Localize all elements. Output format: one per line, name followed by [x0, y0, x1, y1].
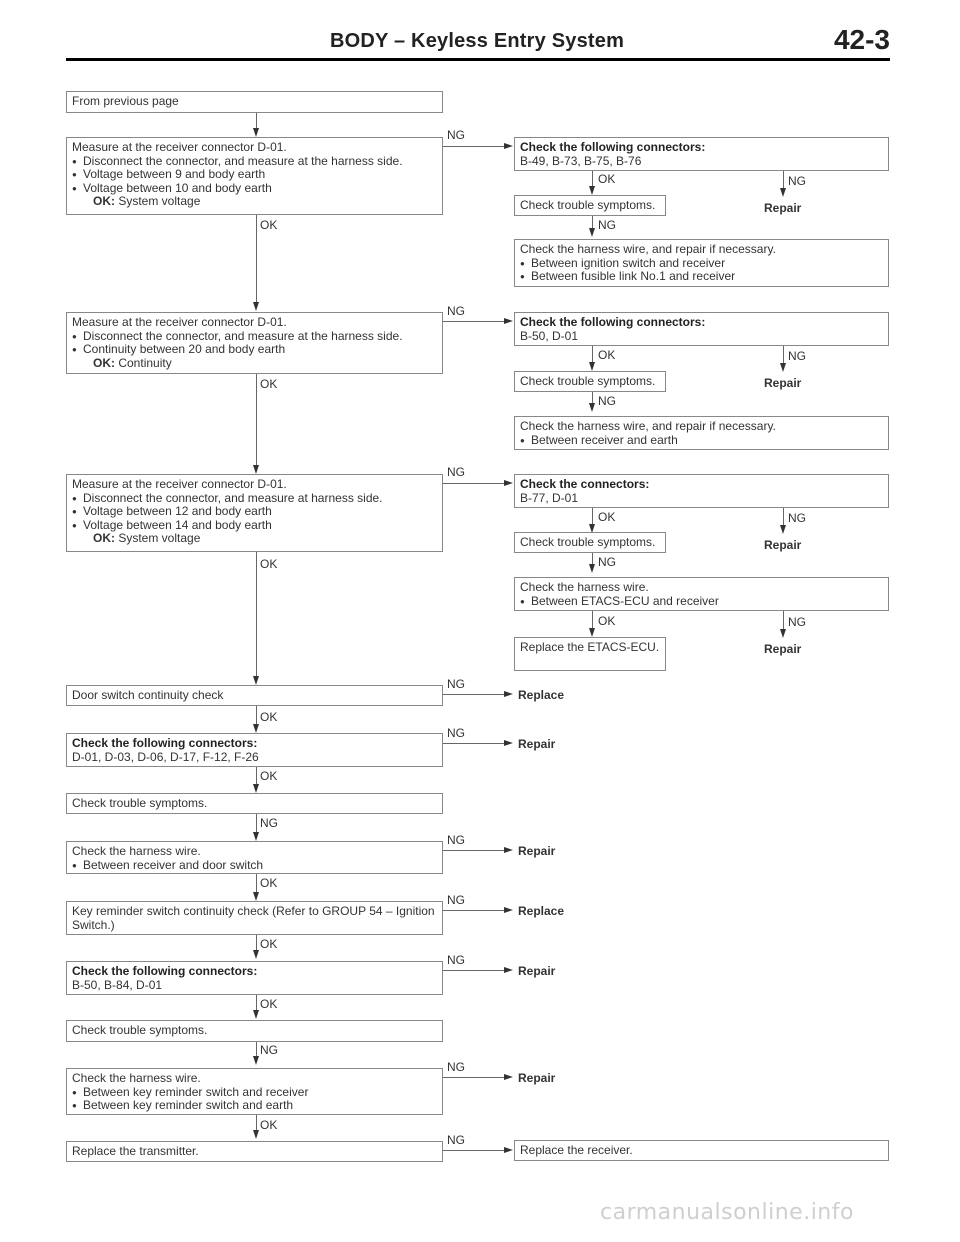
flow-line	[256, 552, 257, 679]
bullet-item: ● Between key reminder switch and receiver	[72, 1086, 437, 1100]
ok-label: OK	[598, 172, 616, 186]
trouble-symptom-check-2	[514, 371, 666, 392]
bullet-item: ● Continuity between 20 and body earth	[72, 343, 437, 357]
step-text: Replace the receiver.	[520, 1143, 633, 1157]
arrow-right	[504, 1074, 513, 1080]
bullet-item: ● Voltage between 12 and body earth	[72, 505, 437, 519]
ok-value: System voltage	[118, 531, 201, 545]
repair-result: Repair	[518, 1071, 556, 1085]
bullet-item: ● Between ETACS-ECU and receiver	[520, 595, 883, 609]
ok-label: OK	[260, 710, 278, 724]
harness-check-5	[66, 1068, 443, 1115]
ng-branch-line	[443, 1077, 505, 1078]
arrow-down	[589, 186, 595, 195]
arrow-down	[253, 950, 259, 959]
step-title: Check the following connectors:	[72, 736, 258, 750]
connector-check-4	[66, 733, 443, 767]
ok-label: OK	[260, 377, 278, 391]
step-text: From previous page	[72, 94, 179, 108]
replace-result: Replace	[518, 904, 565, 918]
arrow-down	[780, 363, 786, 372]
ng-label: NG	[447, 893, 465, 907]
flow-line	[256, 374, 257, 468]
ok-label: OK	[598, 510, 616, 524]
ng-label: NG	[260, 816, 278, 830]
ng-branch-line	[443, 970, 505, 971]
arrow-down	[589, 362, 595, 371]
bullet-item: ● Between receiver and earth	[520, 434, 883, 448]
ok-prefix: OK:	[93, 194, 115, 208]
ng-label: NG	[447, 304, 465, 318]
ng-label: NG	[260, 1043, 278, 1057]
key-reminder-check-box	[66, 901, 443, 935]
ok-label: OK	[260, 1118, 278, 1132]
bullet-item: ● Voltage between 10 and body earth	[72, 182, 437, 196]
arrow-down	[253, 465, 259, 474]
page-number: 42-3	[833, 24, 890, 55]
step-text: Door switch continuity check	[72, 688, 224, 702]
ng-label: NG	[447, 677, 465, 691]
arrow-right	[504, 1147, 513, 1153]
step-text: Check trouble symptoms.	[520, 198, 656, 212]
bullet-item: ● Between key reminder switch and earth	[72, 1099, 437, 1113]
ng-label: NG	[598, 218, 616, 232]
ng-label: NG	[447, 1060, 465, 1074]
repair-result: Repair	[518, 844, 556, 858]
replace-result: Replace	[518, 688, 565, 702]
ok-value: Continuity	[118, 355, 172, 370]
flow-line	[256, 215, 257, 305]
step-text: Check trouble symptoms.	[72, 796, 208, 810]
replace-etacs-box	[514, 637, 666, 671]
ok-label: OK	[260, 218, 278, 232]
repair-result: Repair	[764, 538, 802, 552]
ng-label: NG	[447, 726, 465, 740]
arrow-down	[589, 628, 595, 637]
ng-label: NG	[788, 174, 806, 188]
arrow-right	[504, 318, 513, 324]
bullet-item: ● Between fusible link No.1 and receiver	[520, 270, 883, 284]
connector-list: D-01, D-03, D-06, D-17, F-12, F-26	[72, 749, 259, 764]
ok-label: OK	[260, 876, 278, 890]
trouble-symptom-check-1	[514, 195, 666, 216]
step-text: Check trouble symptoms.	[520, 374, 656, 388]
step-title: Measure at the receiver connector D-01.	[72, 315, 287, 329]
harness-check-4	[66, 841, 443, 874]
bullet-item: ● Voltage between 14 and body earth	[72, 519, 437, 533]
flow-line	[256, 874, 257, 894]
ng-label: NG	[447, 1133, 465, 1147]
bullet-item: ● Between ignition switch and receiver	[520, 257, 883, 271]
arrow-right	[504, 967, 513, 973]
connector-list: B-50, D-01	[520, 328, 579, 343]
arrow-right	[504, 847, 513, 853]
ng-label: NG	[598, 555, 616, 569]
bullet-item: ● Disconnect the connector, and measure at the harness side.	[72, 155, 437, 169]
arrow-down	[253, 724, 259, 733]
trouble-symptom-check-4	[66, 793, 443, 814]
harness-check-2	[514, 416, 889, 450]
repair-result: Repair	[764, 642, 802, 656]
repair-result: Repair	[764, 376, 802, 390]
door-switch-check-box	[66, 685, 443, 706]
connector-check-3	[514, 474, 889, 508]
ok-prefix: OK:	[93, 355, 115, 370]
arrow-right	[504, 740, 513, 746]
repair-result: Repair	[518, 737, 556, 751]
measure-step-2	[66, 312, 443, 374]
header-rule	[66, 58, 890, 61]
flow-line	[256, 814, 257, 834]
arrow-down	[253, 302, 259, 311]
step-title: Check the harness wire, and repair if necessary.	[520, 419, 776, 433]
arrow-down	[253, 892, 259, 901]
step-text: Check trouble symptoms.	[520, 535, 656, 549]
step-title: Check the harness wire, and repair if necessary.	[520, 242, 776, 256]
measure-step-3	[66, 474, 443, 552]
arrow-down	[780, 525, 786, 534]
replace-transmitter-box	[66, 1141, 443, 1162]
step-text: Check trouble symptoms.	[72, 1023, 208, 1037]
ng-label: NG	[447, 953, 465, 967]
arrow-down	[253, 676, 259, 685]
ok-label: OK	[598, 614, 616, 628]
repair-result: Repair	[518, 964, 556, 978]
ok-label: OK	[260, 997, 278, 1011]
replace-receiver-box	[514, 1140, 889, 1161]
ng-branch-line	[443, 850, 505, 851]
arrow-down	[253, 832, 259, 841]
step-title: Check the following connectors:	[520, 140, 706, 154]
step-text: Key reminder switch continuity check (Refer to GROUP 54 – Ignition Switch.)	[72, 904, 435, 932]
step-title: Check the harness wire.	[520, 580, 649, 594]
arrow-down	[780, 188, 786, 197]
ng-label: NG	[447, 465, 465, 479]
page-title: BODY – Keyless Entry System	[330, 30, 625, 52]
arrow-down	[253, 1056, 259, 1065]
harness-check-3	[514, 577, 889, 611]
bullet-item: ● Disconnect the connector, and measure at harness side.	[72, 492, 437, 506]
connector-list: B-77, D-01	[520, 490, 579, 505]
arrow-down	[253, 1010, 259, 1019]
step-title: Check the following connectors:	[520, 315, 706, 329]
ng-branch-line	[443, 146, 505, 147]
ng-label: NG	[447, 833, 465, 847]
step-title: Check the following connectors:	[72, 964, 258, 978]
arrow-right	[504, 480, 513, 486]
harness-check-1	[514, 239, 889, 287]
ok-value: System voltage	[118, 194, 201, 208]
ng-label: NG	[598, 394, 616, 408]
step-title: Measure at the receiver connector D-01.	[72, 477, 287, 491]
arrow-down	[253, 128, 259, 137]
ng-branch-line	[443, 321, 505, 322]
watermark: carmanualsonline.info	[600, 1200, 854, 1225]
trouble-symptom-check-3	[514, 532, 666, 553]
step-text: Replace the transmitter.	[72, 1144, 199, 1158]
ng-branch-line	[443, 483, 505, 484]
page-header	[0, 22, 960, 62]
bullet-item: ● Disconnect the connector, and measure at the harness side.	[72, 330, 437, 344]
ng-branch-line	[443, 694, 505, 695]
arrow-down	[589, 403, 595, 412]
arrow-down	[253, 784, 259, 793]
connector-list: B-50, B-84, D-01	[72, 977, 163, 992]
arrow-down	[253, 1130, 259, 1139]
ng-branch-line	[443, 1150, 505, 1151]
step-title: Check the harness wire.	[72, 844, 201, 858]
ng-branch-line	[443, 743, 505, 744]
step-title: Check the harness wire.	[72, 1071, 201, 1085]
ng-label: NG	[788, 349, 806, 363]
arrow-right	[504, 691, 513, 697]
connector-list: B-49, B-73, B-75, B-76	[520, 153, 642, 168]
ng-label: NG	[788, 511, 806, 525]
ok-label: OK	[598, 348, 616, 362]
connector-check-2	[514, 312, 889, 346]
ok-label: OK	[260, 557, 278, 571]
ok-label: OK	[260, 769, 278, 783]
ng-label: NG	[447, 128, 465, 142]
arrow-right	[504, 907, 513, 913]
arrow-down	[589, 564, 595, 573]
ng-label: NG	[788, 615, 806, 629]
ok-label: OK	[260, 937, 278, 951]
ng-branch-line	[443, 910, 505, 911]
measure-step-1	[66, 137, 443, 215]
step-title: Measure at the receiver connector D-01.	[72, 140, 287, 154]
arrow-right	[504, 143, 513, 149]
arrow-down	[780, 629, 786, 638]
from-previous-page-box	[66, 91, 443, 113]
connector-check-1	[514, 137, 889, 171]
step-text: Replace the ETACS-ECU.	[520, 640, 660, 654]
step-title: Check the connectors:	[520, 477, 650, 491]
bullet-item: ● Voltage between 9 and body earth	[72, 168, 437, 182]
bullet-item: ● Between receiver and door switch	[72, 859, 437, 873]
arrow-down	[589, 228, 595, 237]
repair-result: Repair	[764, 201, 802, 215]
trouble-symptom-check-5	[66, 1020, 443, 1042]
ok-prefix: OK:	[93, 531, 115, 545]
connector-check-5	[66, 961, 443, 995]
